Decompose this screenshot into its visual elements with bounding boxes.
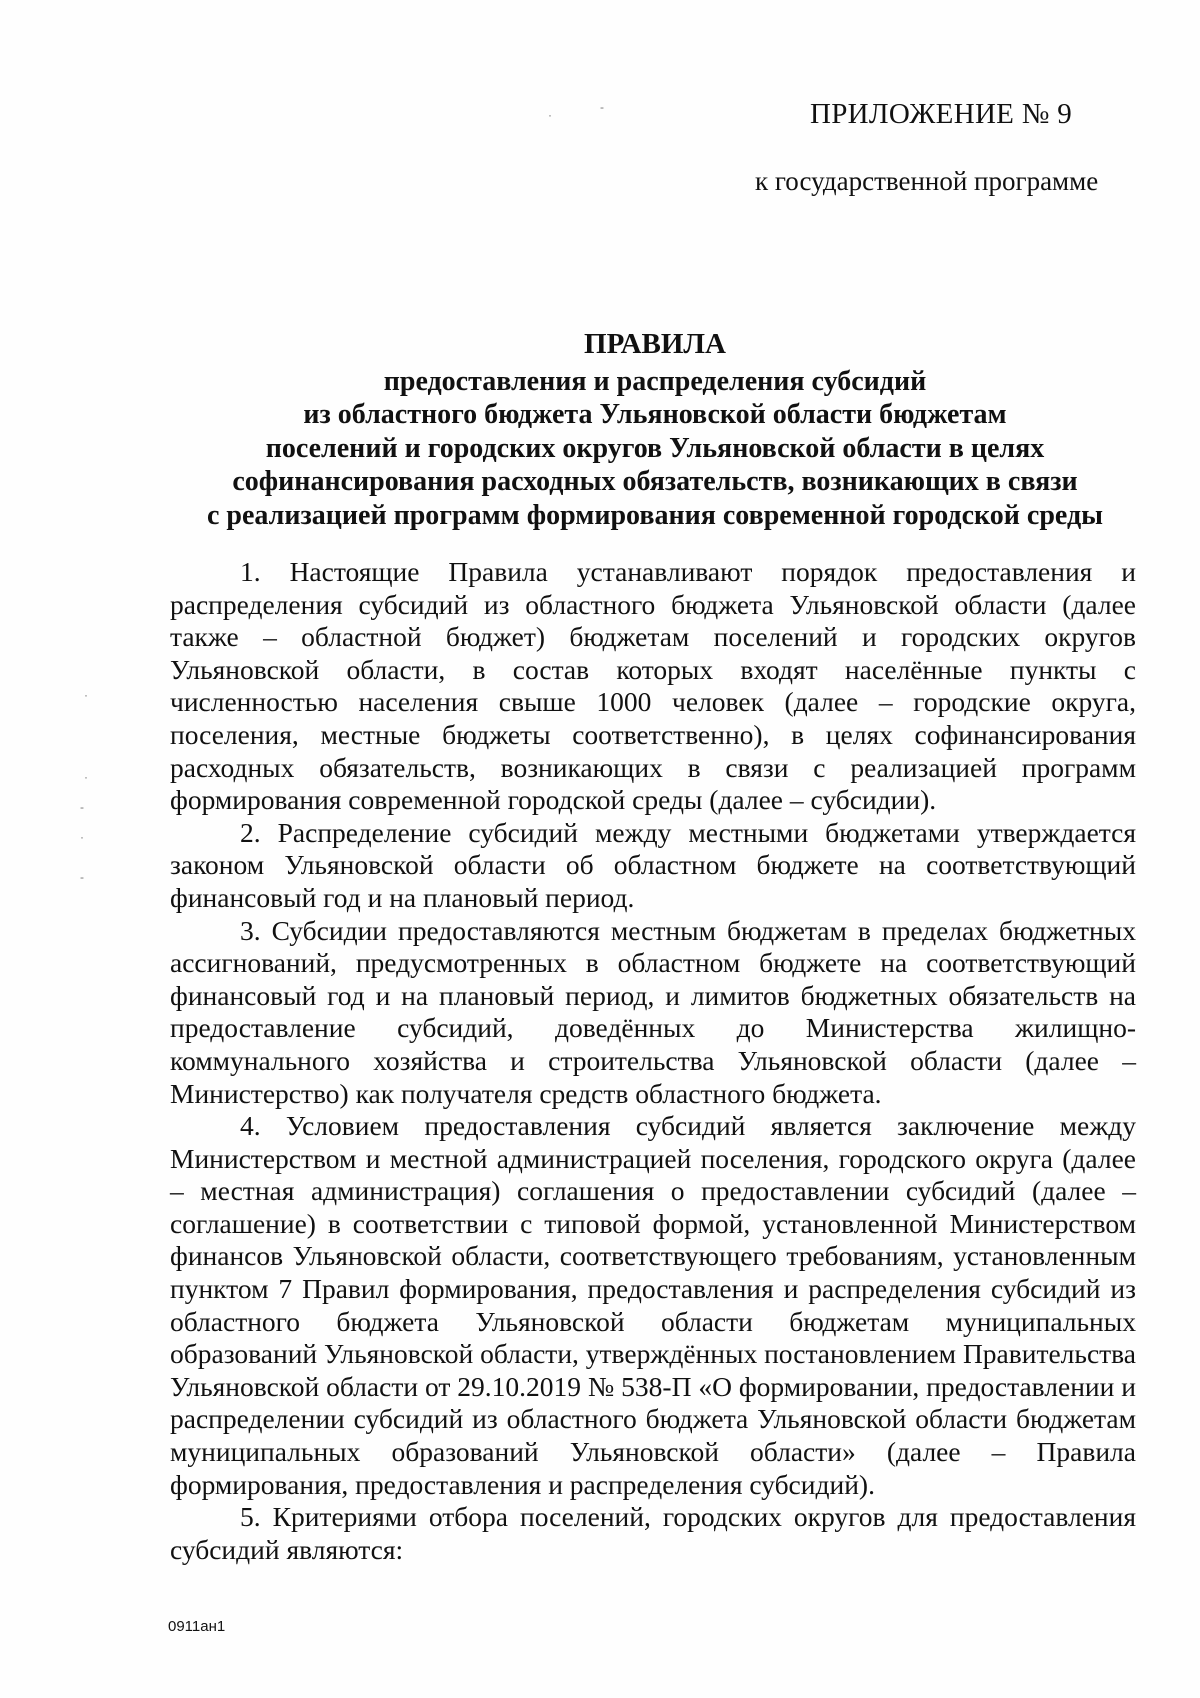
scan-dot: ·	[548, 108, 552, 122]
scan-dot: ·	[80, 830, 84, 844]
footer-code: 0911ан1	[168, 1618, 226, 1635]
paragraph-4: 4. Условием предоставления субсидий является заключение между Министерством и местной администрацией поселения, городского округа (далее – местная администрация) соглашения о предоставлении субсидий (далее – соглашение) в соответствии с типовой формой, установленной Министерством финансов Ульяновской области, соответствующего требованиям, установленным пунктом 7 Правил формирования, предоставления и распределения субсидий из областного бюджета Ульяновской области бюджетам муниципальных образований Ульяновской области, утверждённых постановлением Правительства Ульяновской области от 29.10.2019 № 538-П «О формировании, предоставлении и распределении субсидий из областного бюджета Ульяновской области бюджетам муниципальных образований Ульяновской области» (далее – Правила формирования, предоставления и распределения субсидий).	[170, 1110, 1136, 1500]
paragraph-2: 2. Распределение субсидий между местными бюджетами утверждается законом Ульяновской области об областном бюджете на соответствующий финансовый год и на плановый период.	[170, 816, 1136, 913]
heading-main: ПРАВИЛА	[584, 328, 726, 360]
paragraph-5: 5. Критериями отбора поселений, городских округов для предоставления субсидий являются:	[170, 1501, 1136, 1565]
scan-dot: -	[80, 870, 84, 884]
scan-dot: -	[600, 100, 604, 114]
scan-dot: ·	[84, 770, 88, 784]
document-heading	[170, 328, 1140, 532]
heading-line: поселений и городских округов Ульяновской области в целях	[265, 432, 1045, 464]
heading-line: из областного бюджета Ульяновской области бюджетам	[303, 399, 1007, 430]
heading-line: с реализацией программ формирования современной городской среды	[207, 499, 1103, 531]
heading-line: софинансирования расходных обязательств, возникающих в связи	[232, 466, 1078, 497]
heading-line: предоставления и распределения субсидий	[383, 365, 927, 397]
scan-dot: -	[80, 800, 84, 814]
document-body	[170, 556, 1136, 1566]
appendix-title: ПРИЛОЖЕНИЕ № 9	[810, 98, 1073, 130]
paragraph-3: 3. Субсидии предоставляются местным бюджетам в пределах бюджетных ассигнований, предусмотренных в областном бюджете на соответствующий финансовый год и на плановый период, и лимитов бюджетных обязательств на предоставление субсидий, доведённых до Министерства жилищно-коммунального хозяйства и строительства Ульяновской области (далее – Министерство) как получателя средств областного бюджета.	[170, 914, 1136, 1109]
appendix-subtitle: к государственной программе	[755, 166, 1099, 196]
paragraph-1: 1. Настоящие Правила устанавливают порядок предоставления и распределения субсидий из областного бюджета Ульяновской области (далее также – областной бюджет) бюджетам поселений и городских округов Ульяновской области, в состав которых входят населённые пункты с численностью населения свыше 1000 человек (далее – городские округа, поселения, местные бюджеты соответственно), в целях софинансирования расходных обязательств, возникающих в связи с реализацией программ формирования современной городской среды (далее – субсидии).	[170, 556, 1136, 816]
scan-dot: ·	[84, 688, 88, 702]
